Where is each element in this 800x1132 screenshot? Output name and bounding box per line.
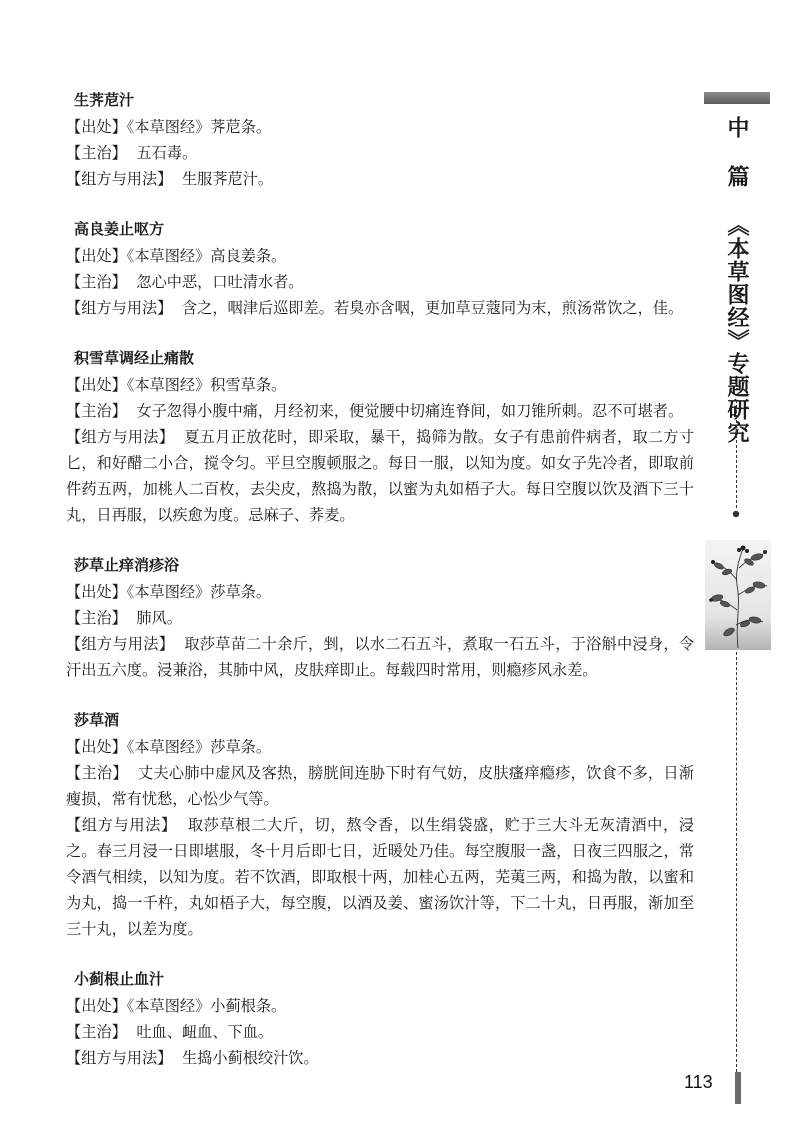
plant-icon — [705, 540, 771, 650]
indication-text: 女子忽得小腹中痛，月经初来，便觉腰中切痛连脊间，如刀锥所刺。忍不可堪者。 — [136, 402, 684, 420]
indication-line — [66, 398, 694, 424]
source-line — [66, 114, 694, 140]
indication-text: 肺风。 — [136, 609, 182, 627]
method-label: 【组方与用法】 — [66, 1049, 173, 1067]
method-text: 生服荠苨汁。 — [181, 170, 274, 188]
page-number-bar — [735, 1072, 741, 1104]
recipe-title: 积雪草调经止痛散 — [74, 349, 195, 367]
source-line — [66, 243, 694, 269]
method-line — [66, 166, 694, 192]
indication-label: 【主治】 — [66, 273, 127, 291]
indication-text: 五石毒。 — [136, 144, 198, 162]
page-body — [66, 88, 694, 1096]
recipe-title: 生荠苨汁 — [74, 91, 135, 109]
source-line — [66, 993, 694, 1019]
recipe-title: 莎草止痒消疹浴 — [74, 556, 180, 574]
indication-label: 【主治】 — [66, 609, 127, 627]
source-label: 【出处】 — [66, 738, 127, 756]
side-tab-bar — [704, 92, 770, 104]
recipe-title: 莎草酒 — [74, 711, 120, 729]
method-label: 【组方与用法】 — [66, 428, 175, 446]
indication-text: 丈夫心肺中虚风及客热，膀胱间连胁下时有气妨，皮肤瘙痒瘾疹，饮食不多，日渐瘦损，常有忧愁，心忪少气等。 — [66, 764, 695, 808]
source-text: 《本草图经》高良姜条。 — [126, 247, 287, 265]
margin-dashed-line — [736, 652, 737, 1072]
page-number: 113 — [684, 1072, 713, 1092]
plant-illustration — [705, 540, 771, 650]
method-text: 含之，咽津后巡即差。若臭亦含咽，更加草豆蔻同为末，煎汤常饮之，佳。 — [181, 299, 684, 317]
source-text: 《本草图经》小蓟根条。 — [126, 997, 287, 1015]
method-line — [66, 1045, 694, 1071]
method-label: 【组方与用法】 — [66, 299, 173, 317]
recipe-title: 小蓟根止血汁 — [74, 970, 165, 988]
indication-line — [66, 760, 694, 812]
bullet-dot-icon — [731, 509, 741, 519]
method-label: 【组方与用法】 — [66, 635, 175, 653]
indication-label: 【主治】 — [66, 764, 128, 782]
recipe-entry — [66, 708, 694, 942]
section-side-title: 中 篇 《本草图经》专题研究 — [724, 116, 749, 444]
indication-line — [66, 269, 694, 295]
method-line — [66, 812, 694, 942]
indication-line — [66, 140, 694, 166]
source-line — [66, 372, 694, 398]
recipe-entry — [66, 217, 694, 321]
margin-dashed-line — [736, 400, 737, 508]
indication-label: 【主治】 — [66, 1023, 127, 1041]
recipe-entry — [66, 346, 694, 528]
recipe-title: 高良姜止呕方 — [74, 220, 165, 238]
method-text: 取莎草苗二十余斤，剉，以水二石五斗，煮取一石五斗，于浴斛中浸身，令汗出五六度。浸兼浴，其肺中风，皮肤痒即止。每载四时常用，则瘾疹风永差。 — [66, 635, 695, 679]
source-text: 《本草图经》莎草条。 — [126, 738, 272, 756]
indication-line — [66, 605, 694, 631]
method-text: 取莎草根二大斤，切，熬令香，以生绢袋盛，贮于三大斗无灰清酒中，浸之。春三月浸一日即堪服，冬十月后即七日，近暖处乃佳。每空腹服一盏，日夜三四服之，常令酒气相续，以知为度。若不饮酒，即取根十两，加桂心五两，芜荑三两，和捣为散，以蜜和为丸，捣一千杵，丸如梧子大，每空腹，以酒及姜、蜜汤饮汁等，下二十丸，日再服，渐加至三十丸，以差为度。 — [66, 816, 695, 938]
indication-line — [66, 1019, 694, 1045]
indication-label: 【主治】 — [66, 402, 127, 420]
method-line — [66, 631, 694, 683]
source-label: 【出处】 — [66, 247, 127, 265]
source-line — [66, 579, 694, 605]
source-text: 《本草图经》积雪草条。 — [126, 376, 287, 394]
method-line — [66, 424, 694, 528]
indication-text: 吐血、衄血、下血。 — [136, 1023, 274, 1041]
method-line — [66, 295, 694, 321]
source-line — [66, 734, 694, 760]
method-label: 【组方与用法】 — [66, 170, 173, 188]
indication-label: 【主治】 — [66, 144, 127, 162]
source-text: 《本草图经》荠苨条。 — [126, 118, 272, 136]
recipe-entry — [66, 553, 694, 683]
source-label: 【出处】 — [66, 376, 127, 394]
indication-text: 忽心中恶，口吐清水者。 — [136, 273, 304, 291]
method-text: 夏五月正放花时，即采取，暴干，捣筛为散。女子有患前件病者，取二方寸匕，和好醋二小合，搅令匀。平旦空腹顿服之。每日一服，以知为度。如女子先冷者，即取前件药五两，加桃人二百枚，去尖皮，熬捣为散，以蜜为丸如梧子大。每日空腹以饮及酒下三十丸，日再服，以疾愈为度。忌麻子、荞麦。 — [66, 428, 695, 524]
source-text: 《本草图经》莎草条。 — [126, 583, 272, 601]
source-label: 【出处】 — [66, 997, 127, 1015]
source-label: 【出处】 — [66, 583, 127, 601]
source-label: 【出处】 — [66, 118, 127, 136]
method-text: 生捣小蓟根绞汁饮。 — [181, 1049, 319, 1067]
method-label: 【组方与用法】 — [66, 816, 177, 834]
recipe-entry — [66, 967, 694, 1071]
recipe-entry — [66, 88, 694, 192]
